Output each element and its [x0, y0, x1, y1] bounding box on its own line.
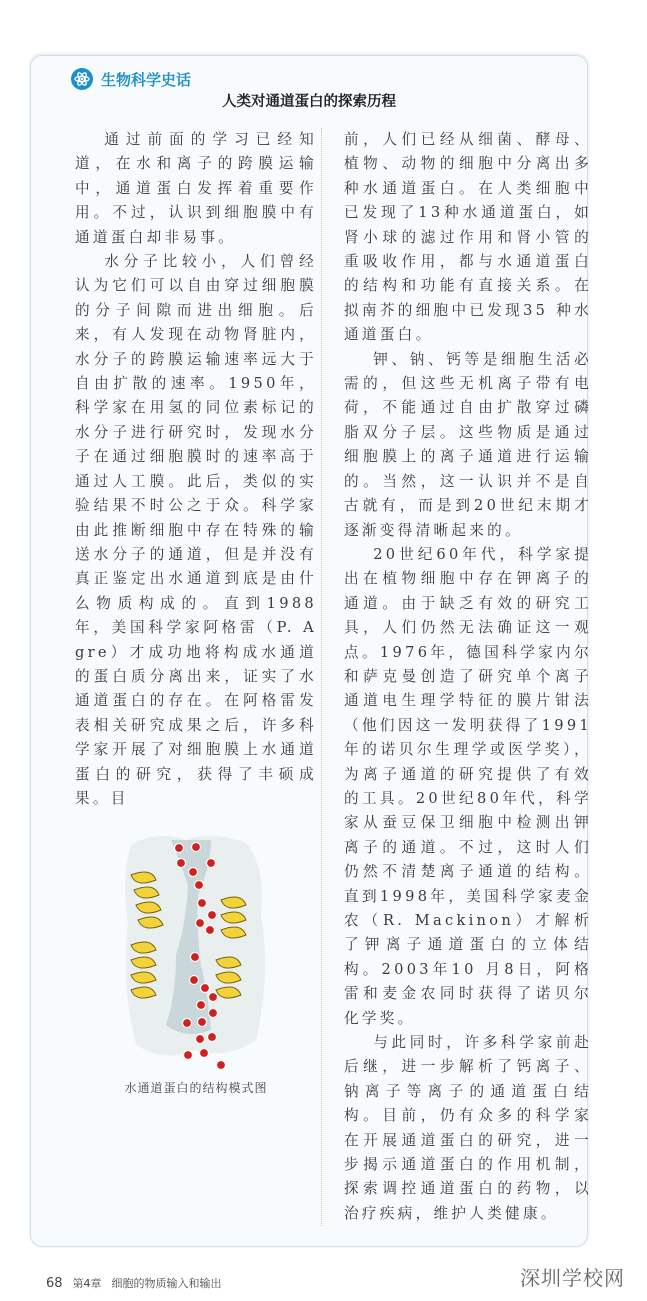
paragraph: 钾、钠、钙等是细胞生活必需的，但这些无机离子带有电荷，不能通过自由扩散穿过磷脂双分子层。这些物质是通过细胞膜上的离子通道进行运输的。当然，这一认识并不是自古就有，而是到20世纪末期才逐渐变得清晰起来的。 [344, 350, 592, 539]
paragraph: 20世纪60年代，科学家提出在植物细胞中存在钾离子的通道。由于缺乏有效的研究工具，人们仍然无法确证这一观点。1976年，德国科学家内尔和萨克曼创造了研究单个离子通道电生理学特征的膜片钳法（他们因这一发明获得了1991 年的诺贝尔生理学或医学奖），为离子通道的研究提供了有效的工具。20世纪80年代，科学家从蚕豆保卫细胞中检测出钾离子的通道。不过，这时人们仍然不清楚离子通道的结构。直到1998年，美国科学家麦金农（R. Mackinon）才解析了钾离子通道蛋白的立体结构。2003年10 月8日，阿格雷和麦金农同时获得了诺贝尔化学奖。 [344, 545, 592, 1027]
left-column [75, 128, 317, 1097]
history-box [30, 55, 592, 1247]
chapter-number: 第4章 [72, 1277, 102, 1291]
article-title: 人类对通道蛋白的探索历程 [222, 94, 396, 110]
paragraph: 通过前面的学习已经知道，在水和离子的跨膜运输中，通道蛋白发挥着重要作用。不过，认识到细胞膜中有通道蛋白却非易事。 [75, 131, 317, 246]
paragraph: 与此同时，许多科学家前赴后继，进一步解析了钙离子、钠离子等离子的通道蛋白结构。目前，仍有众多的科学家在开展通道蛋白的研究，进一步揭示通道蛋白的作用机制，探索调控通道蛋白的药物，以治疗疾病，维护人类健康。 [344, 1034, 592, 1222]
paragraph: 前，人们已经从细菌、酵母、植物、动物的细胞中分离出多种水通道蛋白。在人类细胞中已发现了13种水通道蛋白，如肾小球的滤过作用和肾小管的重吸收作用，都与水通道蛋白的结构和功能有直接关系。在拟南芥的细胞中已发现35 种水通道蛋白。 [344, 131, 592, 344]
aquaporin-figure [116, 825, 276, 1075]
column-divider [321, 128, 322, 1226]
page-bottom [46, 1265, 625, 1291]
paragraph: 水分子比较小，人们曾经认为它们可以自由穿过细胞膜的分子间隙而进出细胞。后来，有人发现在动物肾脏内，水分子的跨膜运输速率远大于自由扩散的速率。1950年，科学家在用氢的同位素标记的水分子进行研究时，发现水分子在通过细胞膜时的速率高于通过人工膜。此后，类似的实验结果不时公之于众。科学家由此推断细胞中存在特殊的输送水分子的通道，但是并没有真正鉴定出水通道到底是由什么物质构成的。直到1988 年，美国科学家阿格雷（P. Agre）才成功地将构成水通道的蛋白质分离出来，证实了水通道蛋白的存在。在阿格雷发表相关研究成果之后，许多科学家开展了对细胞膜上水通道蛋白的研究，获得了丰硕成果。目 [75, 253, 317, 807]
page-number: 68 [46, 1276, 63, 1292]
chapter-title: 细胞的物质输入和输出 [111, 1277, 222, 1291]
section-label: 生物科学史话 [101, 70, 192, 89]
atom-icon [71, 68, 93, 90]
watermark: 深圳学校网 [520, 1266, 625, 1291]
columns [31, 128, 592, 1226]
page-footer [46, 1275, 222, 1291]
section-header [71, 68, 587, 90]
right-column [344, 128, 592, 1226]
figure-caption: 水通道蛋白的结构模式图 [124, 1081, 268, 1096]
figure [75, 825, 317, 1097]
